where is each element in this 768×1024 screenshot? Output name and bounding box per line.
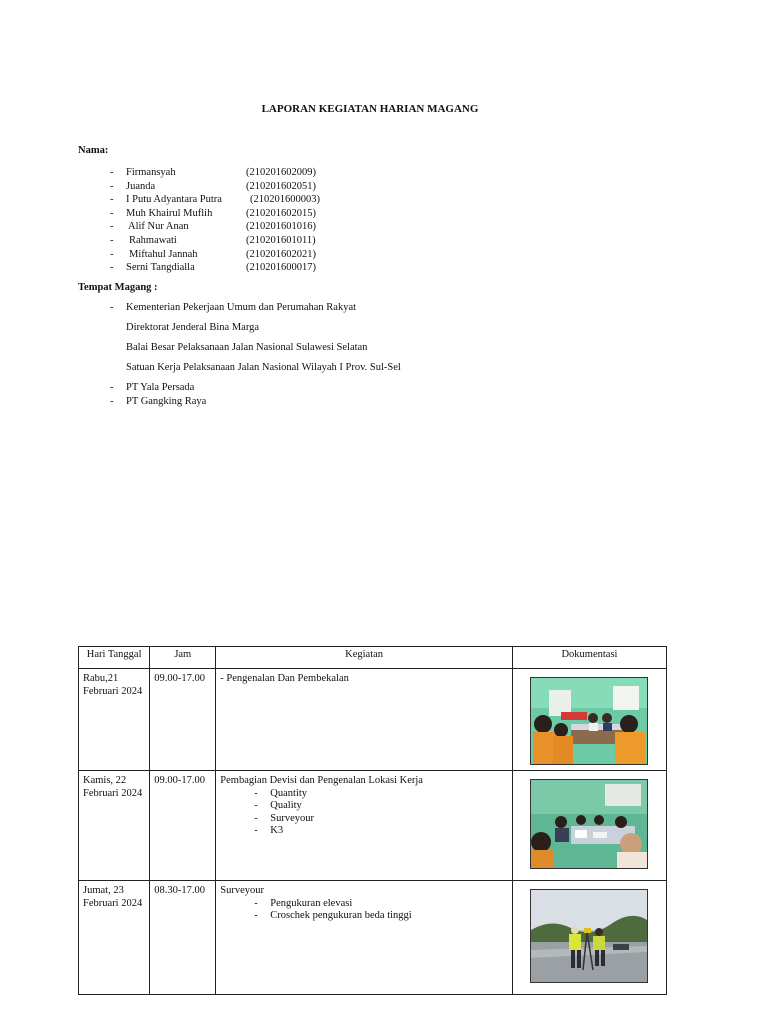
- activity-sublist: [220, 898, 508, 923]
- place-direktorat: Direktorat Jenderal Bina Marga: [126, 322, 260, 333]
- list-dash: -: [110, 221, 114, 233]
- header-hari-tanggal: Hari Tanggal: [79, 647, 150, 669]
- cell-documentation: [512, 881, 666, 995]
- member-nim: (210201600017): [246, 262, 316, 274]
- member-item: [110, 193, 370, 207]
- cell-date: Jumat, 23 Februari 2024: [79, 881, 150, 995]
- list-dash: -: [110, 207, 114, 219]
- member-nim: (210201601011): [246, 234, 316, 246]
- list-dash: -: [110, 248, 114, 260]
- place-satuan: Satuan Kerja Pelaksanaan Jalan Nasional Wilayah I Prov. Sul-Sel: [126, 362, 401, 373]
- table-row: [79, 881, 667, 995]
- activity-title: Pembagian Devisi dan Pengenalan Lokasi Kerja: [220, 775, 423, 786]
- list-dash: -: [110, 180, 114, 192]
- header-dokumentasi: Dokumentasi: [512, 647, 666, 669]
- member-nim: (210201600003): [250, 194, 320, 206]
- list-dash: -: [110, 396, 114, 407]
- photo-meeting-room: [530, 677, 648, 765]
- table-row: [79, 669, 667, 771]
- nama-label: Nama:: [78, 145, 109, 156]
- member-item: [110, 180, 370, 194]
- member-name: Muh Khairul Muflih: [126, 207, 213, 219]
- activity-sublist: [220, 788, 508, 838]
- photo-briefing: [530, 779, 648, 869]
- list-item: - Pengukuran elevasi: [254, 898, 508, 911]
- cell-activity: [216, 881, 513, 995]
- list-dash: -: [110, 167, 114, 178]
- member-name: I Putu Adyantara Putra: [126, 194, 222, 206]
- list-item: - Quality: [254, 800, 508, 813]
- cell-date: Rabu,21 Februari 2024: [79, 669, 150, 771]
- member-name: Juanda: [126, 180, 156, 192]
- member-name: Rahmawati: [129, 234, 177, 246]
- list-dash: -: [110, 262, 114, 274]
- table-header-row: [79, 647, 667, 669]
- member-item: [110, 166, 370, 180]
- member-item: [110, 248, 370, 262]
- cell-documentation: [512, 771, 666, 881]
- place-balai: Balai Besar Pelaksanaan Jalan Nasional Sulawesi Selatan: [126, 342, 368, 353]
- table-row: [79, 771, 667, 881]
- tempat-magang-label: Tempat Magang :: [78, 282, 158, 293]
- member-name: Serni Tangdialla: [126, 262, 195, 274]
- member-nim: (210201602021): [246, 248, 316, 260]
- member-list: [110, 166, 370, 275]
- list-dash: -: [110, 302, 114, 313]
- cell-activity: [216, 669, 513, 771]
- place-pt-gangking: PT Gangking Raya: [126, 396, 207, 407]
- list-item: - Surveyour: [254, 813, 508, 826]
- place-pt-yala: PT Yala Persada: [126, 382, 195, 393]
- cell-activity: [216, 771, 513, 881]
- member-nim: (210201602015): [246, 207, 316, 219]
- activity-table: [78, 646, 667, 995]
- cell-time: 09.00-17.00: [150, 771, 216, 881]
- member-nim: (210201602051): [246, 180, 316, 192]
- member-nim: (210201601016): [246, 221, 316, 233]
- list-dash: -: [110, 194, 114, 206]
- report-title: LAPORAN KEGIATAN HARIAN MAGANG: [261, 103, 479, 115]
- member-name: Miftahul Jannah: [129, 248, 198, 260]
- member-item: [110, 207, 370, 221]
- place-kementerian: Kementerian Pekerjaan Umum dan Perumahan Rakyat: [126, 302, 357, 313]
- cell-time: 08.30-17.00: [150, 881, 216, 995]
- member-nim: (210201602009): [246, 167, 316, 178]
- header-kegiatan: Kegiatan: [216, 647, 513, 669]
- photo-field-survey: [530, 889, 648, 983]
- list-dash: -: [110, 234, 114, 246]
- member-item: [110, 261, 370, 275]
- activity-title: - Pengenalan Dan Pembekalan: [220, 673, 349, 684]
- list-item: - Quantity: [254, 788, 508, 801]
- cell-time: 09.00-17.00: [150, 669, 216, 771]
- list-item: - Croschek pengukuran beda tinggi: [254, 910, 508, 923]
- member-item: [110, 234, 370, 248]
- cell-date: Kamis, 22 Februari 2024: [79, 771, 150, 881]
- cell-documentation: [512, 669, 666, 771]
- header-jam: Jam: [150, 647, 216, 669]
- list-dash: -: [110, 382, 114, 393]
- list-item: - K3: [254, 825, 508, 838]
- member-name: Firmansyah: [126, 167, 176, 178]
- activity-title: Surveyour: [220, 885, 265, 896]
- member-item: [110, 220, 370, 234]
- member-name: Alif Nur Anan: [128, 221, 189, 233]
